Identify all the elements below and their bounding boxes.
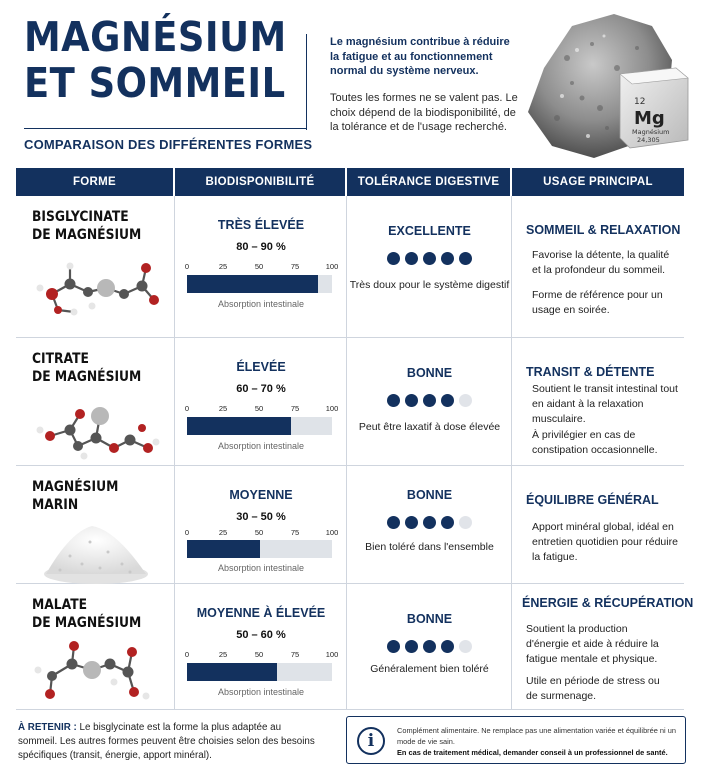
scale-ticks [184, 650, 339, 662]
rating-dot-filled [441, 640, 454, 653]
element-name: Magnésium [632, 128, 670, 136]
scale-tick: 100 [325, 528, 339, 537]
key-takeaway [18, 721, 318, 763]
scale-tick: 100 [325, 404, 339, 413]
molecule-icon [30, 630, 160, 710]
bioavailability-level: ÉLEVÉE [236, 360, 286, 374]
disclaimer-bold-line: En cas de traitement médical, demander conseil à un professionnel de santé. [397, 748, 668, 757]
scale-tick: 75 [290, 528, 300, 537]
rating-dot-filled [405, 640, 418, 653]
header-divider [306, 34, 307, 130]
key-takeaway-label: À RETENIR : [18, 722, 77, 733]
element-mass: 24,305 [637, 136, 660, 144]
rating-dot-filled [405, 252, 418, 265]
salt-pile-icon [30, 512, 160, 592]
form-name-line-1: CITRATE [32, 351, 89, 367]
bioavailability-level: MOYENNE À ÉLEVÉE [196, 606, 326, 620]
usage-cell [512, 196, 684, 337]
form-name [32, 208, 141, 244]
column-header: FORME [16, 168, 175, 196]
bioavailability-cell [175, 584, 347, 709]
absorption-label: Absorption intestinale [217, 687, 305, 697]
element-number: 12 [634, 97, 646, 107]
form-name-line-1: MALATE [32, 597, 88, 613]
tolerance-rating: BONNE [406, 488, 453, 502]
form-cell [16, 196, 175, 337]
column-header: USAGE PRINCIPAL [512, 168, 684, 196]
scale-tick: 25 [218, 650, 228, 659]
rating-dot-filled [423, 394, 436, 407]
rating-dot-filled [387, 394, 400, 407]
absorption-fill [187, 275, 318, 293]
table-row [16, 466, 684, 584]
rating-dot-filled [387, 252, 400, 265]
scale-tick: 100 [325, 262, 339, 271]
form-name-line-2: MARIN [32, 497, 79, 513]
tolerance-cell [347, 466, 512, 583]
form-name-line-2: DE MAGNÉSIUM [32, 369, 142, 385]
title-line-2: ET SOMMEIL [24, 59, 286, 107]
usage-text: Soutient la production d'énergie et aide à réduire la fatigue mentale et physique. [526, 623, 659, 665]
absorption-fill [187, 417, 291, 435]
table-row [16, 584, 694, 710]
info-icon: i [357, 727, 385, 755]
absorption-fill [187, 540, 260, 558]
form-name [32, 478, 118, 514]
rating-dot-empty [459, 640, 472, 653]
rating-dot-filled [387, 516, 400, 529]
bioavailability-range: 50 – 60 % [236, 629, 286, 641]
absorption-bar [187, 540, 332, 558]
form-name-line-1: MAGNÉSIUM [32, 479, 119, 495]
scale-tick: 0 [184, 650, 190, 659]
usage-text: Forme de référence pour un usage en soirée. [532, 289, 663, 316]
usage-cell [512, 466, 684, 583]
tolerance-note: Bien toléré dans l'ensemble [365, 541, 494, 553]
key-takeaway-text: Le bisglycinate est la forme la plus adaptée au sommeil. Les autres formes peuvent être choisies selon des besoins spécifiques (transit, énergie, apport minéral). [18, 722, 315, 761]
rating-dot-filled [441, 394, 454, 407]
usage-cell [512, 338, 684, 465]
tolerance-dots [347, 640, 512, 653]
table-header [16, 168, 684, 196]
molecule-icon [30, 248, 160, 328]
rating-dot-empty [459, 394, 472, 407]
disclaimer-text [397, 725, 682, 758]
tolerance-cell [347, 584, 512, 709]
absorption-bar [187, 275, 332, 293]
rating-dot-filled [405, 394, 418, 407]
tolerance-note: Très doux pour le système digestif [349, 279, 510, 291]
form-cell [16, 338, 175, 465]
tolerance-note: Peut être laxatif à dose élevée [358, 421, 501, 433]
comparison-table [16, 168, 694, 710]
rating-dot-filled [459, 252, 472, 265]
usage-title: ÉNERGIE & RÉCUPÉRATION [522, 596, 694, 610]
scale-tick: 25 [218, 404, 228, 413]
disclaimer-line: Complément alimentaire. Ne remplace pas une alimentation variée et équilibrée ni un mode de vie sain. [397, 726, 676, 746]
element-symbol: Mg [634, 108, 665, 129]
scale-tick: 75 [290, 650, 300, 659]
tolerance-cell [347, 196, 512, 337]
tolerance-cell [347, 338, 512, 465]
tolerance-dots [347, 516, 512, 529]
scale-ticks [184, 404, 339, 416]
bioavailability-level: MOYENNE [229, 488, 293, 502]
scale-ticks [184, 528, 339, 540]
form-cell [16, 466, 175, 583]
molecule-icon [30, 386, 160, 466]
rating-dot-filled [423, 516, 436, 529]
bioavailability-cell [175, 338, 347, 465]
rating-dot-filled [423, 252, 436, 265]
scale-tick: 50 [254, 404, 264, 413]
page-title [24, 14, 287, 106]
tolerance-dots [347, 252, 512, 265]
scale-tick: 50 [254, 262, 264, 271]
absorption-label: Absorption intestinale [217, 563, 305, 573]
absorption-bar [187, 663, 332, 681]
scale-tick: 75 [290, 262, 300, 271]
usage-title: SOMMEIL & RELAXATION [526, 223, 681, 237]
rating-dot-filled [423, 640, 436, 653]
table-row [16, 338, 684, 466]
disclaimer-box [346, 716, 686, 764]
usage-title: TRANSIT & DÉTENTE [526, 365, 655, 379]
scale-tick: 75 [290, 404, 300, 413]
absorption-fill [187, 663, 277, 681]
form-name-line-2: DE MAGNÉSIUM [32, 227, 142, 243]
column-header: TOLÉRANCE DIGESTIVE [347, 168, 512, 196]
bioavailability-cell [175, 196, 347, 337]
tolerance-note: Généralement bien toléré [370, 663, 489, 675]
scale-tick: 50 [254, 650, 264, 659]
usage-text: À privilégier en cas de constipation occasionnelle. [532, 429, 658, 456]
intro-text: Toutes les formes ne se valent pas. Le choix dépend de la biodisponibilité, de la tolérance et de l'usage recherché. [330, 92, 518, 133]
bioavailability-range: 30 – 50 % [236, 511, 286, 523]
tolerance-rating: BONNE [406, 612, 453, 626]
form-cell [16, 584, 175, 709]
form-name [32, 350, 141, 386]
usage-text: Apport minéral global, idéal en entretien quotidien pour réduire la fatigue. [532, 521, 678, 563]
scale-ticks [184, 262, 339, 274]
bioavailability-range: 80 – 90 % [236, 241, 286, 253]
usage-title: ÉQUILIBRE GÉNÉRAL [526, 493, 659, 507]
tolerance-rating: EXCELLENTE [388, 224, 471, 238]
form-name-line-2: DE MAGNÉSIUM [32, 615, 142, 631]
tolerance-rating: BONNE [406, 366, 453, 380]
absorption-label: Absorption intestinale [217, 299, 305, 309]
title-line-1: MAGNÉSIUM [24, 13, 287, 61]
scale-tick: 100 [325, 650, 339, 659]
tolerance-dots [347, 394, 512, 407]
bioavailability-range: 60 – 70 % [236, 383, 286, 395]
table-row [16, 196, 684, 338]
scale-tick: 25 [218, 528, 228, 537]
magnesium-rock-illustration [522, 8, 692, 163]
usage-text: Utile en période de stress ou de surmenage. [526, 675, 660, 702]
scale-tick: 0 [184, 404, 190, 413]
rating-dot-filled [441, 516, 454, 529]
page-subtitle: COMPARAISON DES DIFFÉRENTES FORMES [24, 137, 313, 152]
absorption-bar [187, 417, 332, 435]
bioavailability-cell [175, 466, 347, 583]
form-name-line-1: BISGLYCINATE [32, 209, 129, 225]
bioavailability-level: TRÈS ÉLEVÉE [217, 218, 305, 232]
title-divider [24, 128, 306, 129]
scale-tick: 25 [218, 262, 228, 271]
absorption-label: Absorption intestinale [217, 441, 305, 451]
rating-dot-filled [405, 516, 418, 529]
intro-highlight: Le magnésium contribue à réduire la fatigue et au fonctionnement normal du système nerveux. [330, 36, 510, 77]
scale-tick: 50 [254, 528, 264, 537]
scale-tick: 0 [184, 262, 190, 271]
rating-dot-empty [459, 516, 472, 529]
usage-text: Soutient le transit intestinal tout en aidant à la relaxation musculaire. [532, 383, 678, 425]
rating-dot-filled [387, 640, 400, 653]
rating-dot-filled [441, 252, 454, 265]
column-header: BIODISPONIBILITÉ [175, 168, 347, 196]
scale-tick: 0 [184, 528, 190, 537]
usage-cell [512, 584, 694, 709]
form-name [32, 596, 141, 632]
usage-text: Favorise la détente, la qualité et la profondeur du sommeil. [532, 249, 670, 276]
